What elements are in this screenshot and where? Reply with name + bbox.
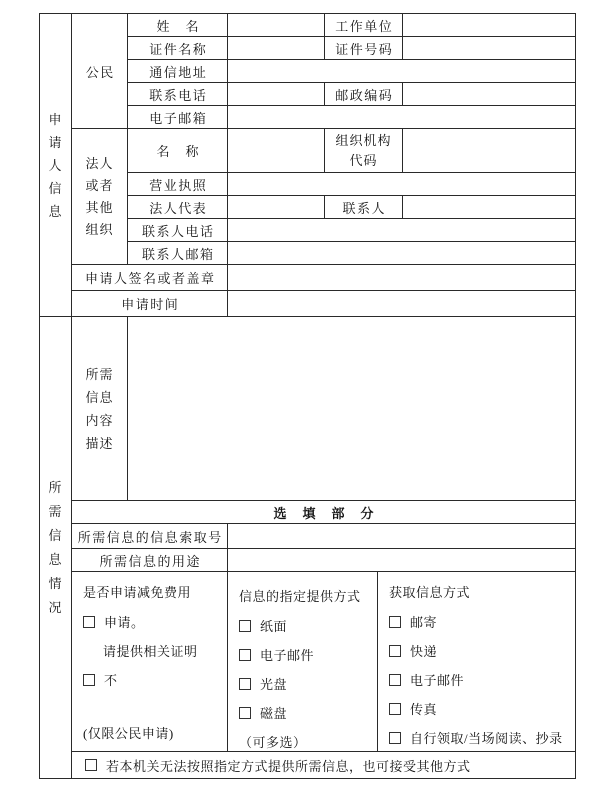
checkbox-icon[interactable] [239,649,251,661]
contact-phone-input-cell[interactable] [228,219,575,242]
checkbox-icon[interactable] [85,759,97,771]
no-waiver-checkbox[interactable] [83,670,118,689]
name-field-label: 姓 名 [128,14,228,37]
disk-checkbox-label: 磁盘 [260,706,288,721]
legal-rep-field-label: 法人代表 [128,196,228,219]
signature-input-cell[interactable] [228,265,575,291]
usage-input-cell[interactable] [228,549,575,572]
optional-section-header: 选 填 部 分 [72,501,575,524]
delivery-email-checkbox[interactable] [239,645,314,664]
express-checkbox-label: 快递 [410,644,438,659]
application-date-field-label: 申请时间 [72,291,228,317]
apply-checkbox[interactable] [83,612,145,631]
contact-phone-field-label: 联系人电话 [128,219,228,242]
postal-code-input-cell[interactable] [403,83,575,106]
cd-checkbox[interactable] [239,674,287,693]
accept-other-method-label: 若本机关无法按照指定方式提供所需信息，也可接受其他方式 [106,758,471,774]
index-number-input-cell[interactable] [228,524,575,549]
checkbox-icon[interactable] [239,620,251,632]
description-field-label: 所需信息内容描述 [72,317,128,501]
org-name-input-cell[interactable] [228,129,325,173]
checkbox-icon[interactable] [83,674,95,686]
address-field-label: 通信地址 [128,60,228,83]
id-type-input-cell[interactable] [228,37,325,60]
checkbox-icon[interactable] [389,703,401,715]
paper-checkbox[interactable] [239,616,287,635]
fax-checkbox[interactable] [389,699,437,718]
description-input-cell[interactable] [128,317,575,501]
email-field-label: 电子邮箱 [128,106,228,129]
index-number-field-label: 所需信息的信息索取号 [72,524,228,549]
checkbox-icon[interactable] [83,616,95,628]
required-info-section [40,317,575,778]
contact-person-field-label: 联系人 [325,196,403,219]
no-waiver-checkbox-label: 不 [104,673,118,688]
id-number-field-label: 证件号码 [325,37,403,60]
business-license-field-label: 营业执照 [128,173,228,196]
obtain-email-checkbox[interactable] [389,670,464,689]
self-pickup-checkbox-label: 自行领取/当场阅读、抄录 [410,731,563,746]
application-form [39,13,576,779]
id-number-input-cell[interactable] [403,37,575,60]
mail-checkbox[interactable] [389,612,437,631]
contact-email-input-cell[interactable] [228,242,575,265]
accept-other-method-checkbox[interactable] [72,752,575,778]
id-type-field-label: 证件名称 [128,37,228,60]
legal-rep-input-cell[interactable] [228,196,325,219]
work-unit-input-cell[interactable] [403,14,575,37]
obtain-method-title: 获取信息方式 [389,585,471,600]
work-unit-field-label: 工作单位 [325,14,403,37]
checkbox-icon[interactable] [389,674,401,686]
citizen-group-label: 公民 [72,14,128,129]
checkbox-icon[interactable] [239,707,251,719]
org-name-field-label: 名 称 [128,129,228,173]
checkbox-icon[interactable] [239,678,251,690]
checkbox-icon[interactable] [389,732,401,744]
disk-checkbox[interactable] [239,703,287,722]
legal-entity-group-label: 法人或者其他组织 [72,129,128,265]
obtain-method-group [378,572,575,752]
delivery-method-footnote: （可多选） [239,735,307,750]
usage-field-label: 所需信息的用途 [72,549,228,572]
signature-field-label: 申请人签名或者盖章 [72,265,228,291]
applicant-info-section [40,14,575,317]
self-pickup-checkbox[interactable] [389,728,563,747]
org-code-input-cell[interactable] [403,129,575,173]
required-info-side-label: 所需信息情况 [40,317,72,778]
phone-field-label: 联系电话 [128,83,228,106]
contact-email-field-label: 联系人邮箱 [128,242,228,265]
postal-code-field-label: 邮政编码 [325,83,403,106]
checkbox-icon[interactable] [389,616,401,628]
paper-checkbox-label: 纸面 [260,619,288,634]
contact-person-input-cell[interactable] [403,196,575,219]
apply-note: 请提供相关证明 [103,644,198,659]
checkbox-icon[interactable] [389,645,401,657]
fee-waiver-group [72,572,228,752]
application-date-input-cell[interactable] [228,291,575,317]
fee-waiver-title: 是否申请减免费用 [83,585,192,600]
mail-checkbox-label: 邮寄 [410,615,438,630]
fax-checkbox-label: 传真 [410,702,438,717]
org-code-field-label: 组织机构代码 [325,129,403,173]
delivery-email-checkbox-label: 电子邮件 [260,648,315,663]
delivery-method-group [228,572,378,752]
name-input-cell[interactable] [228,14,325,37]
express-checkbox[interactable] [389,641,437,660]
apply-checkbox-label: 申请。 [104,615,145,630]
obtain-email-checkbox-label: 电子邮件 [410,673,465,688]
email-input-cell[interactable] [228,106,575,129]
cd-checkbox-label: 光盘 [260,677,288,692]
applicant-section-side-label: 申请人信息 [40,14,72,317]
delivery-method-title: 信息的指定提供方式 [239,589,361,604]
phone-input-cell[interactable] [228,83,325,106]
address-input-cell[interactable] [228,60,575,83]
business-license-input-cell[interactable] [228,173,575,196]
fee-waiver-footnote: (仅限公民申请) [83,726,174,741]
